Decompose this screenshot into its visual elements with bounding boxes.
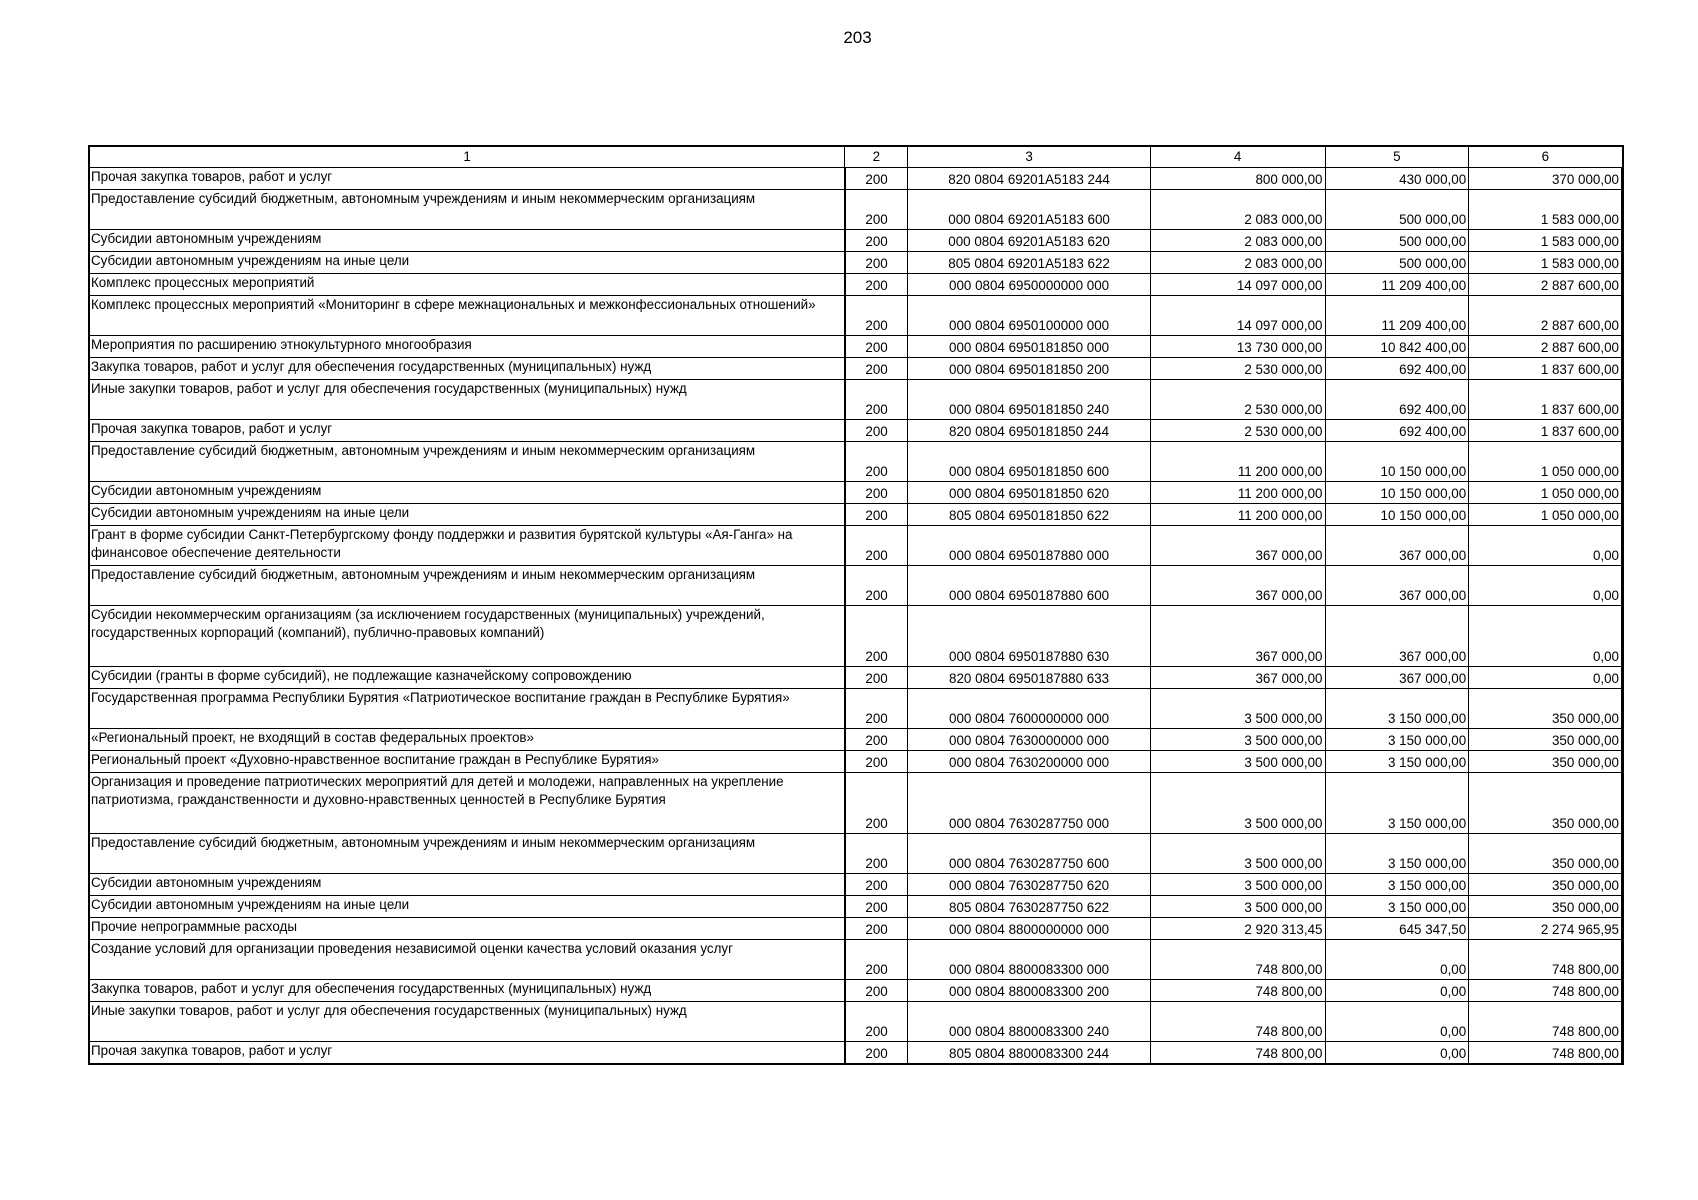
row-name-cell: Прочие непрограммные расходы xyxy=(89,918,845,940)
row-name-cell: Комплекс процессных мероприятий «Мониторинг в сфере межнациональных и межконфессиональных отношений» xyxy=(89,296,845,336)
row-name-cell: Государственная программа Республики Бурятия «Патриотическое воспитание граждан в Республике Бурятия» xyxy=(89,689,845,729)
row-value-col5-cell: 430 000,00 xyxy=(1325,168,1469,190)
row-value-col5-cell: 3 150 000,00 xyxy=(1325,896,1469,918)
row-value-col5-cell: 367 000,00 xyxy=(1325,566,1469,606)
row-grbs-cell: 200 xyxy=(845,834,908,874)
row-name-cell: Предоставление субсидий бюджетным, автономным учреждениям и иным некоммерческим организациям xyxy=(89,190,845,230)
table-row xyxy=(89,1002,1623,1042)
row-value-col6-cell: 1 583 000,00 xyxy=(1469,190,1623,230)
row-code-cell: 000 0804 7630287750 600 xyxy=(908,834,1150,874)
table-row xyxy=(89,296,1623,336)
row-grbs-cell: 200 xyxy=(845,274,908,296)
row-grbs-cell: 200 xyxy=(845,918,908,940)
column-header: 1 xyxy=(89,146,845,168)
table-row xyxy=(89,252,1623,274)
row-value-col6-cell: 1 583 000,00 xyxy=(1469,252,1623,274)
row-grbs-cell: 200 xyxy=(845,566,908,606)
page-number: 203 xyxy=(843,28,872,47)
table-row xyxy=(89,606,1623,667)
row-code-cell: 000 0804 7630287750 620 xyxy=(908,874,1150,896)
table-row xyxy=(89,918,1623,940)
table-row xyxy=(89,526,1623,566)
table-row xyxy=(89,773,1623,834)
row-value-col4-cell: 800 000,00 xyxy=(1150,168,1325,190)
row-value-col4-cell: 11 200 000,00 xyxy=(1150,442,1325,482)
row-code-cell: 000 0804 69201А5183 600 xyxy=(908,190,1150,230)
row-value-col5-cell: 11 209 400,00 xyxy=(1325,296,1469,336)
row-value-col5-cell: 0,00 xyxy=(1325,980,1469,1002)
row-value-col5-cell: 3 150 000,00 xyxy=(1325,874,1469,896)
row-value-col5-cell: 11 209 400,00 xyxy=(1325,274,1469,296)
row-name-cell: Организация и проведение патриотических мероприятий для детей и молодежи, направленных на укрепление патриотизма, гражданственности и духовно-нравственных ценностей в Республике Бурятия xyxy=(89,773,845,834)
row-value-col6-cell: 350 000,00 xyxy=(1469,896,1623,918)
row-value-col6-cell: 350 000,00 xyxy=(1469,689,1623,729)
row-value-col4-cell: 2 083 000,00 xyxy=(1150,252,1325,274)
row-grbs-cell: 200 xyxy=(845,980,908,1002)
row-value-col4-cell: 748 800,00 xyxy=(1150,1042,1325,1065)
row-value-col6-cell: 1 583 000,00 xyxy=(1469,230,1623,252)
row-name-cell: Субсидии автономным учреждениям xyxy=(89,230,845,252)
row-grbs-cell: 200 xyxy=(845,667,908,689)
row-code-cell: 000 0804 8800083300 200 xyxy=(908,980,1150,1002)
row-value-col5-cell: 10 150 000,00 xyxy=(1325,482,1469,504)
row-value-col4-cell: 367 000,00 xyxy=(1150,566,1325,606)
row-name-cell: Субсидии автономным учреждениям на иные цели xyxy=(89,896,845,918)
row-code-cell: 000 0804 6950187880 600 xyxy=(908,566,1150,606)
row-value-col4-cell: 3 500 000,00 xyxy=(1150,834,1325,874)
row-grbs-cell: 200 xyxy=(845,874,908,896)
column-header: 5 xyxy=(1325,146,1469,168)
row-value-col6-cell: 2 274 965,95 xyxy=(1469,918,1623,940)
row-name-cell: Закупка товаров, работ и услуг для обеспечения государственных (муниципальных) нужд xyxy=(89,980,845,1002)
row-value-col4-cell: 367 000,00 xyxy=(1150,667,1325,689)
row-value-col5-cell: 645 347,50 xyxy=(1325,918,1469,940)
table-row xyxy=(89,980,1623,1002)
column-header: 2 xyxy=(845,146,908,168)
row-name-cell: Иные закупки товаров, работ и услуг для обеспечения государственных (муниципальных) нужд xyxy=(89,1002,845,1042)
row-code-cell: 000 0804 6950100000 000 xyxy=(908,296,1150,336)
table-row xyxy=(89,896,1623,918)
row-grbs-cell: 200 xyxy=(845,773,908,834)
row-code-cell: 000 0804 6950187880 000 xyxy=(908,526,1150,566)
row-value-col6-cell: 0,00 xyxy=(1469,606,1623,667)
row-name-cell: Предоставление субсидий бюджетным, автономным учреждениям и иным некоммерческим организациям xyxy=(89,442,845,482)
row-name-cell: Иные закупки товаров, работ и услуг для обеспечения государственных (муниципальных) нужд xyxy=(89,380,845,420)
row-code-cell: 805 0804 69201А5183 622 xyxy=(908,252,1150,274)
row-value-col6-cell: 1 837 600,00 xyxy=(1469,380,1623,420)
row-value-col4-cell: 2 530 000,00 xyxy=(1150,358,1325,380)
row-grbs-cell: 200 xyxy=(845,420,908,442)
table-row xyxy=(89,442,1623,482)
row-value-col6-cell: 748 800,00 xyxy=(1469,980,1623,1002)
row-name-cell: Субсидии (гранты в форме субсидий), не подлежащие казначейскому сопровождению xyxy=(89,667,845,689)
row-code-cell: 000 0804 7630000000 000 xyxy=(908,729,1150,751)
row-code-cell: 000 0804 7630200000 000 xyxy=(908,751,1150,773)
column-header: 4 xyxy=(1150,146,1325,168)
row-name-cell: Субсидии автономным учреждениям xyxy=(89,874,845,896)
row-code-cell: 805 0804 6950181850 622 xyxy=(908,504,1150,526)
row-value-col5-cell: 367 000,00 xyxy=(1325,526,1469,566)
row-code-cell: 000 0804 6950181850 600 xyxy=(908,442,1150,482)
row-value-col4-cell: 367 000,00 xyxy=(1150,526,1325,566)
row-value-col6-cell: 1 050 000,00 xyxy=(1469,482,1623,504)
row-value-col4-cell: 3 500 000,00 xyxy=(1150,751,1325,773)
row-value-col6-cell: 350 000,00 xyxy=(1469,874,1623,896)
table-row xyxy=(89,566,1623,606)
row-value-col4-cell: 748 800,00 xyxy=(1150,940,1325,980)
row-value-col6-cell: 748 800,00 xyxy=(1469,940,1623,980)
header-row xyxy=(89,146,1623,168)
row-name-cell: Прочая закупка товаров, работ и услуг xyxy=(89,420,845,442)
row-value-col5-cell: 500 000,00 xyxy=(1325,190,1469,230)
row-value-col4-cell: 2 083 000,00 xyxy=(1150,190,1325,230)
row-name-cell: Закупка товаров, работ и услуг для обеспечения государственных (муниципальных) нужд xyxy=(89,358,845,380)
table-row xyxy=(89,482,1623,504)
row-code-cell: 000 0804 6950000000 000 xyxy=(908,274,1150,296)
row-name-cell: Субсидии автономным учреждениям на иные цели xyxy=(89,504,845,526)
row-value-col5-cell: 0,00 xyxy=(1325,1042,1469,1065)
row-value-col5-cell: 10 842 400,00 xyxy=(1325,336,1469,358)
row-code-cell: 805 0804 8800083300 244 xyxy=(908,1042,1150,1065)
row-value-col4-cell: 14 097 000,00 xyxy=(1150,296,1325,336)
row-value-col4-cell: 2 083 000,00 xyxy=(1150,230,1325,252)
row-value-col4-cell: 11 200 000,00 xyxy=(1150,504,1325,526)
row-code-cell: 000 0804 6950181850 620 xyxy=(908,482,1150,504)
column-header: 3 xyxy=(908,146,1150,168)
budget-table xyxy=(88,145,1624,1065)
row-value-col5-cell: 10 150 000,00 xyxy=(1325,504,1469,526)
row-value-col5-cell: 692 400,00 xyxy=(1325,420,1469,442)
row-grbs-cell: 200 xyxy=(845,168,908,190)
row-name-cell: «Региональный проект, не входящий в состав федеральных проектов» xyxy=(89,729,845,751)
table-row xyxy=(89,751,1623,773)
row-value-col6-cell: 350 000,00 xyxy=(1469,751,1623,773)
row-name-cell: Субсидии некоммерческим организациям (за исключением государственных (муниципальных) учреждений, государственных корпораций (компаний), публично-правовых компаний) xyxy=(89,606,845,667)
table-row xyxy=(89,420,1623,442)
table-row xyxy=(89,168,1623,190)
row-value-col4-cell: 3 500 000,00 xyxy=(1150,689,1325,729)
row-value-col6-cell: 0,00 xyxy=(1469,667,1623,689)
row-code-cell: 000 0804 6950181850 200 xyxy=(908,358,1150,380)
row-value-col5-cell: 0,00 xyxy=(1325,940,1469,980)
row-value-col5-cell: 3 150 000,00 xyxy=(1325,729,1469,751)
row-value-col4-cell: 2 530 000,00 xyxy=(1150,380,1325,420)
row-name-cell: Комплекс процессных мероприятий xyxy=(89,274,845,296)
row-value-col5-cell: 0,00 xyxy=(1325,1002,1469,1042)
row-value-col5-cell: 500 000,00 xyxy=(1325,252,1469,274)
row-grbs-cell: 200 xyxy=(845,482,908,504)
row-value-col4-cell: 2 530 000,00 xyxy=(1150,420,1325,442)
row-value-col6-cell: 748 800,00 xyxy=(1469,1002,1623,1042)
row-name-cell: Грант в форме субсидии Санкт-Петербургскому фонду поддержки и развития бурятской культуры «Ая-Ганга» на финансовое обеспечение деятельности xyxy=(89,526,845,566)
table-row xyxy=(89,336,1623,358)
row-code-cell: 000 0804 6950187880 630 xyxy=(908,606,1150,667)
row-grbs-cell: 200 xyxy=(845,689,908,729)
row-name-cell: Предоставление субсидий бюджетным, автономным учреждениям и иным некоммерческим организациям xyxy=(89,566,845,606)
row-code-cell: 000 0804 7600000000 000 xyxy=(908,689,1150,729)
row-value-col6-cell: 0,00 xyxy=(1469,526,1623,566)
table-row xyxy=(89,689,1623,729)
table-row xyxy=(89,358,1623,380)
row-code-cell: 805 0804 7630287750 622 xyxy=(908,896,1150,918)
row-name-cell: Прочая закупка товаров, работ и услуг xyxy=(89,168,845,190)
row-grbs-cell: 200 xyxy=(845,336,908,358)
row-grbs-cell: 200 xyxy=(845,190,908,230)
row-grbs-cell: 200 xyxy=(845,606,908,667)
row-grbs-cell: 200 xyxy=(845,1042,908,1065)
row-code-cell: 820 0804 6950187880 633 xyxy=(908,667,1150,689)
row-value-col6-cell: 2 887 600,00 xyxy=(1469,274,1623,296)
row-name-cell: Мероприятия по расширению этнокультурного многообразия xyxy=(89,336,845,358)
row-value-col5-cell: 500 000,00 xyxy=(1325,230,1469,252)
row-value-col4-cell: 13 730 000,00 xyxy=(1150,336,1325,358)
row-value-col6-cell: 1 050 000,00 xyxy=(1469,442,1623,482)
table-row xyxy=(89,834,1623,874)
row-grbs-cell: 200 xyxy=(845,896,908,918)
row-grbs-cell: 200 xyxy=(845,296,908,336)
row-code-cell: 820 0804 6950181850 244 xyxy=(908,420,1150,442)
row-name-cell: Субсидии автономным учреждениям на иные цели xyxy=(89,252,845,274)
row-value-col4-cell: 3 500 000,00 xyxy=(1150,773,1325,834)
table-row xyxy=(89,190,1623,230)
table-row xyxy=(89,380,1623,420)
row-value-col5-cell: 367 000,00 xyxy=(1325,667,1469,689)
row-grbs-cell: 200 xyxy=(845,751,908,773)
row-grbs-cell: 200 xyxy=(845,729,908,751)
row-name-cell: Субсидии автономным учреждениям xyxy=(89,482,845,504)
table-row xyxy=(89,230,1623,252)
row-value-col4-cell: 367 000,00 xyxy=(1150,606,1325,667)
row-grbs-cell: 200 xyxy=(845,230,908,252)
table-row xyxy=(89,729,1623,751)
column-header: 6 xyxy=(1469,146,1623,168)
row-code-cell: 000 0804 6950181850 000 xyxy=(908,336,1150,358)
row-grbs-cell: 200 xyxy=(845,526,908,566)
row-code-cell: 000 0804 7630287750 000 xyxy=(908,773,1150,834)
row-value-col6-cell: 350 000,00 xyxy=(1469,729,1623,751)
row-name-cell: Предоставление субсидий бюджетным, автономным учреждениям и иным некоммерческим организациям xyxy=(89,834,845,874)
row-value-col6-cell: 350 000,00 xyxy=(1469,834,1623,874)
row-value-col5-cell: 692 400,00 xyxy=(1325,380,1469,420)
row-value-col6-cell: 350 000,00 xyxy=(1469,773,1623,834)
row-value-col4-cell: 11 200 000,00 xyxy=(1150,482,1325,504)
row-value-col6-cell: 748 800,00 xyxy=(1469,1042,1623,1065)
row-value-col5-cell: 692 400,00 xyxy=(1325,358,1469,380)
row-code-cell: 000 0804 6950181850 240 xyxy=(908,380,1150,420)
row-name-cell: Региональный проект «Духовно-нравственное воспитание граждан в Республике Бурятия» xyxy=(89,751,845,773)
table-row xyxy=(89,874,1623,896)
row-name-cell: Прочая закупка товаров, работ и услуг xyxy=(89,1042,845,1065)
row-value-col4-cell: 3 500 000,00 xyxy=(1150,896,1325,918)
row-value-col6-cell: 1 837 600,00 xyxy=(1469,420,1623,442)
row-grbs-cell: 200 xyxy=(845,442,908,482)
row-value-col6-cell: 1 837 600,00 xyxy=(1469,358,1623,380)
row-value-col4-cell: 3 500 000,00 xyxy=(1150,729,1325,751)
row-value-col5-cell: 3 150 000,00 xyxy=(1325,751,1469,773)
row-grbs-cell: 200 xyxy=(845,252,908,274)
table-row xyxy=(89,1042,1623,1065)
row-code-cell: 000 0804 69201А5183 620 xyxy=(908,230,1150,252)
table-row xyxy=(89,274,1623,296)
row-value-col5-cell: 10 150 000,00 xyxy=(1325,442,1469,482)
row-value-col4-cell: 748 800,00 xyxy=(1150,980,1325,1002)
row-value-col6-cell: 0,00 xyxy=(1469,566,1623,606)
table-row xyxy=(89,504,1623,526)
row-value-col5-cell: 3 150 000,00 xyxy=(1325,834,1469,874)
row-value-col4-cell: 3 500 000,00 xyxy=(1150,874,1325,896)
table-row xyxy=(89,940,1623,980)
row-name-cell: Создание условий для организации проведения независимой оценки качества условий оказания услуг xyxy=(89,940,845,980)
row-grbs-cell: 200 xyxy=(845,940,908,980)
row-value-col5-cell: 3 150 000,00 xyxy=(1325,773,1469,834)
row-value-col6-cell: 1 050 000,00 xyxy=(1469,504,1623,526)
row-code-cell: 000 0804 8800083300 240 xyxy=(908,1002,1150,1042)
row-code-cell: 000 0804 8800000000 000 xyxy=(908,918,1150,940)
row-value-col4-cell: 2 920 313,45 xyxy=(1150,918,1325,940)
row-grbs-cell: 200 xyxy=(845,1002,908,1042)
row-code-cell: 000 0804 8800083300 000 xyxy=(908,940,1150,980)
row-value-col4-cell: 748 800,00 xyxy=(1150,1002,1325,1042)
row-value-col4-cell: 14 097 000,00 xyxy=(1150,274,1325,296)
row-value-col6-cell: 2 887 600,00 xyxy=(1469,336,1623,358)
row-value-col6-cell: 370 000,00 xyxy=(1469,168,1623,190)
row-code-cell: 820 0804 69201А5183 244 xyxy=(908,168,1150,190)
row-grbs-cell: 200 xyxy=(845,358,908,380)
row-value-col6-cell: 2 887 600,00 xyxy=(1469,296,1623,336)
row-grbs-cell: 200 xyxy=(845,380,908,420)
row-grbs-cell: 200 xyxy=(845,504,908,526)
row-value-col5-cell: 3 150 000,00 xyxy=(1325,689,1469,729)
table-row xyxy=(89,667,1623,689)
row-value-col5-cell: 367 000,00 xyxy=(1325,606,1469,667)
